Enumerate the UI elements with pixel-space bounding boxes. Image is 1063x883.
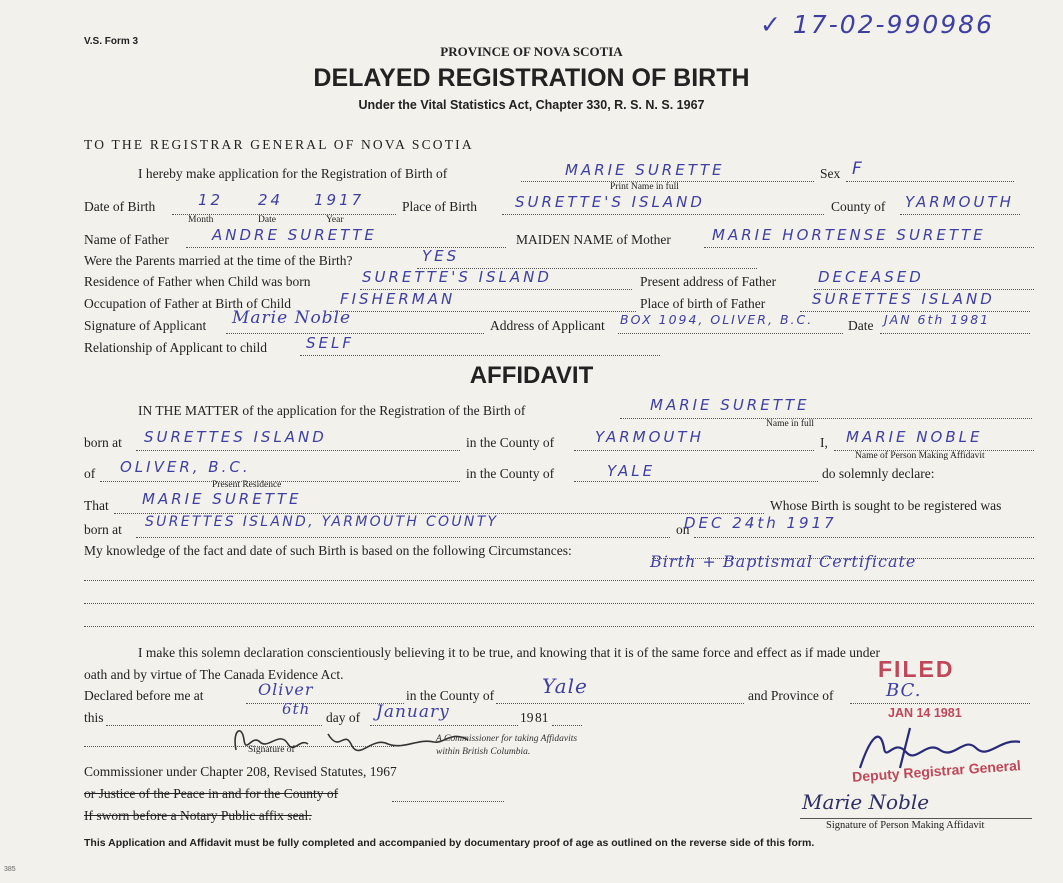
i-label: I,	[820, 435, 828, 450]
place-value: SURETTE'S ISLAND	[515, 193, 705, 211]
signature-person-caption: Signature of Person Making Affidavit	[826, 820, 985, 831]
relationship-value: SELF	[306, 334, 354, 352]
deputy-registrar-stamp: Deputy Registrar General	[851, 757, 1022, 785]
whose-label: Whose Birth is sought to be registered was	[770, 498, 1002, 513]
sex-value: F	[852, 159, 865, 179]
year-line	[552, 725, 582, 726]
solemnly-label: do solemnly declare:	[822, 466, 935, 481]
born-at-label-2: born at	[84, 522, 122, 537]
born-at-label: born at	[84, 435, 122, 450]
on-label: on	[676, 522, 690, 537]
declaration-line-1: I make this solemn declaration conscientiously believing it to be true, and knowing that it is of the same force and effect as if made under	[138, 645, 881, 660]
relationship-line	[300, 355, 660, 356]
place-label: Place of Birth	[402, 199, 477, 214]
filed-date-stamp: JAN 14 1981	[888, 706, 962, 720]
name-person-caption: Name of Person Making Affidavit	[855, 451, 985, 461]
province-line	[850, 703, 1030, 704]
aff-on-date: DEC 24th 1917	[684, 514, 837, 532]
signature-of-caption: Signature of	[248, 745, 295, 755]
application-date: JAN 6th 1981	[884, 312, 991, 327]
intro-label: I hereby make application for the Registration of Birth of	[138, 166, 448, 181]
print-name-caption: Print Name in full	[610, 182, 679, 192]
father-value: ANDRE SURETTE	[212, 226, 377, 244]
in-county-label-2: in the County of	[466, 466, 555, 481]
present-address-label: Present address of Father	[640, 274, 777, 289]
corner-number: 385	[4, 866, 16, 873]
married-label: Were the Parents married at the time of the Birth?	[84, 253, 353, 268]
province-heading: PROVINCE OF NOVA SCOTIA	[440, 44, 623, 59]
matter-line	[620, 418, 1032, 419]
applicant-address-label: Address of Applicant	[490, 318, 605, 333]
declared-county: Yale	[542, 674, 588, 698]
affidavit-title: AFFIDAVIT	[469, 362, 594, 389]
aff-born2: SURETTES ISLAND, YARMOUTH COUNTY	[145, 514, 499, 530]
present-residence-caption: Present Residence	[212, 480, 282, 490]
footer-note: This Application and Affidavit must be fully completed and accompanied by documentary proof of age as outlined on the reverse side of this form.	[84, 837, 815, 849]
form-title: DELAYED REGISTRATION OF BIRTH	[313, 64, 750, 92]
declared-at: Oliver	[258, 680, 314, 699]
signature-line	[226, 333, 484, 334]
knowledge-line-3	[84, 603, 1034, 604]
declared-label: Declared before me at	[84, 688, 204, 703]
form-subtitle: Under the Vital Statistics Act, Chapter 330, R. S. N. S. 1967	[358, 98, 705, 112]
declared-year: 81	[535, 710, 549, 725]
province-label: and Province of	[748, 688, 834, 703]
dob-label: Date of Birth	[84, 199, 156, 214]
this-label: this	[84, 710, 104, 725]
residence-label: Residence of Father when Child was born	[84, 274, 311, 289]
aff-name: MARIE SURETTE	[650, 396, 810, 414]
matter-label: IN THE MATTER of the application for the Registration of the Birth of	[138, 403, 526, 418]
name-in-full-caption: Name in full	[766, 419, 815, 429]
child-name: MARIE SURETTE	[565, 161, 725, 179]
in-county-label: in the County of	[466, 435, 555, 450]
applicant-address-value: BOX 1094, OLIVER, B.C.	[620, 312, 814, 327]
dob-month: 12	[198, 191, 224, 209]
day-of-label: day of	[326, 710, 361, 725]
filed-stamp: FILED	[878, 656, 955, 682]
father-pob-value: SURETTES ISLAND	[812, 290, 995, 308]
present-address-value: DECEASED	[818, 268, 924, 286]
dob-day: 24	[258, 191, 284, 209]
knowledge-line-4	[84, 626, 1034, 627]
aff-deponent: MARIE NOBLE	[846, 428, 983, 446]
deponent-sig-line	[800, 818, 1032, 819]
knowledge-label: My knowledge of the fact and date of such Birth is based on the following Circumstances:	[84, 543, 572, 558]
on-line	[694, 537, 1034, 538]
date-caption: Date	[258, 215, 276, 225]
sex-line	[846, 181, 1014, 182]
born2-line	[136, 537, 670, 538]
married-value: YES	[422, 247, 460, 265]
aff-born: SURETTES ISLAND	[144, 428, 327, 446]
aff-that-name: MARIE SURETTE	[142, 490, 302, 508]
aff-county: YARMOUTH	[595, 428, 704, 446]
aff-residence: OLIVER, B.C.	[120, 458, 251, 476]
justice-line	[392, 801, 504, 802]
occupation-line	[330, 311, 636, 312]
county2-line	[496, 703, 744, 704]
dob-year: 1917	[314, 191, 365, 209]
aff-circumstances: Birth + Baptismal Certificate	[650, 552, 917, 571]
declared-day: 6th	[282, 700, 311, 718]
notary-label: If sworn before a Notary Public affix seal.	[84, 808, 312, 823]
maiden-label: MAIDEN NAME of Mother	[516, 232, 671, 247]
justice-label: or Justice of the Peace in and for the County of	[84, 786, 339, 801]
mother-value: MARIE HORTENSE SURETTE	[712, 226, 986, 244]
father-pob-label: Place of birth of Father	[640, 296, 766, 311]
born-at-line	[136, 450, 460, 451]
county-value: YARMOUTH	[905, 193, 1014, 211]
occupation-label: Occupation of Father at Birth of Child	[84, 296, 291, 311]
county-line	[900, 214, 1020, 215]
relationship-label: Relationship of Applicant to child	[84, 340, 267, 355]
commissioner-stamp: A Commissioner for taking Affidavits within British Columbia.	[436, 734, 578, 757]
commissioner-label: Commissioner under Chapter 208, Revised Statutes, 1967	[84, 764, 397, 779]
applicant-address-line	[618, 333, 843, 334]
applicant-signature: Marie Noble	[232, 308, 352, 328]
declared-month: January	[376, 702, 450, 722]
of-label: of	[84, 466, 96, 481]
declared-province: BC.	[886, 680, 922, 701]
res-county-line	[574, 481, 818, 482]
sex-label: Sex	[820, 166, 841, 181]
aff-res-county: YALE	[607, 462, 656, 480]
declaration-line-2: oath and by virtue of The Canada Evidence Act.	[84, 667, 344, 682]
maiden-line	[704, 247, 1034, 248]
year-caption: Year	[326, 215, 344, 225]
year-prefix: 19	[520, 710, 534, 725]
residence-value: SURETTE'S ISLAND	[362, 268, 552, 286]
date-label: Date	[848, 318, 874, 333]
father-label: Name of Father	[84, 232, 169, 247]
place-line	[502, 214, 824, 215]
deponent-signature: Marie Noble	[802, 790, 930, 814]
signature-label: Signature of Applicant	[84, 318, 207, 333]
knowledge-line-2	[84, 580, 1034, 581]
addressee: TO THE REGISTRAR GENERAL OF NOVA SCOTIA	[84, 137, 474, 152]
form-number: V.S. Form 3	[84, 36, 139, 47]
in-county-line	[574, 450, 814, 451]
month-caption: Month	[188, 215, 214, 225]
county-label: County of	[831, 199, 886, 214]
in-county-label-3: in the County of	[406, 688, 495, 703]
date-line	[880, 333, 1030, 334]
that-label: That	[84, 498, 109, 513]
file-number: ✓ 17-02-990986	[760, 10, 994, 39]
occupation-value: FISHERMAN	[340, 290, 456, 308]
